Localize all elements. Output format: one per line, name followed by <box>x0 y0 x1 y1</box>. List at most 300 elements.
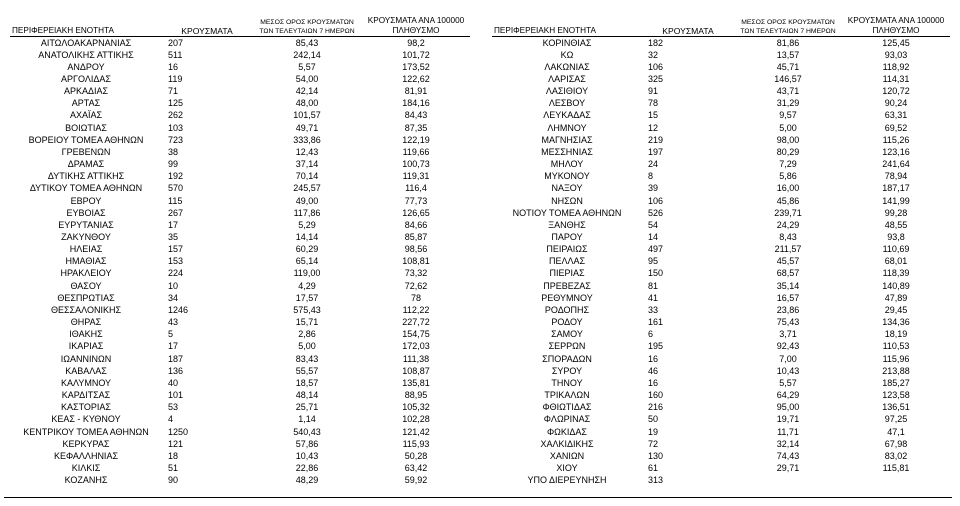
table-row <box>10 340 470 352</box>
cell-region: ΜΗΛΟΥ <box>550 159 584 170</box>
header-avg7 <box>734 10 842 36</box>
cell-rate: 78,94 <box>884 171 908 182</box>
cell-cases: 17 <box>168 219 179 230</box>
cell-region: ΗΡΑΚΛΕΙΟΥ <box>60 268 112 279</box>
cell-cases: 106 <box>648 195 664 206</box>
header-avg7-line1: ΜΕΣΟΣ ΟΡΟΣ ΚΡΟΥΣΜΑΤΩΝ <box>741 18 835 26</box>
cell-cases: 19 <box>648 426 659 437</box>
table-row <box>10 219 470 231</box>
cell-avg7: 5,29 <box>298 219 316 230</box>
header-avg7-line2: ΤΩΝ ΤΕΛΕΥΤΑΙΩΝ 7 ΗΜΕΡΩΝ <box>740 27 836 35</box>
table-row <box>10 401 470 413</box>
cell-cases: 216 <box>648 402 664 413</box>
cell-rate: 47,1 <box>887 426 905 437</box>
cell-avg7: 42,14 <box>295 86 319 97</box>
cell-region: ΛΑΣΙΘΙΟΥ <box>545 86 589 97</box>
cell-cases: 6 <box>648 329 654 340</box>
cell-rate: 115,96 <box>882 353 910 364</box>
cell-cases: 99 <box>168 159 179 170</box>
cell-avg7: 10,43 <box>776 365 800 376</box>
cell-avg7: 74,43 <box>776 450 800 461</box>
header-avg7-line2: ΤΩΝ ΤΕΛΕΥΤΑΙΩΝ 7 ΗΜΕΡΩΝ <box>259 27 355 35</box>
cell-cases: 34 <box>168 292 179 303</box>
cell-region: ΓΡΕΒΕΝΩΝ <box>61 146 111 157</box>
cell-cases: 14 <box>648 232 659 242</box>
cell-region: ΛΑΡΙΣΑΣ <box>548 73 586 84</box>
cell-rate: 122,19 <box>402 134 430 145</box>
cell-cases: 95 <box>648 256 659 267</box>
cell-cases: 526 <box>648 207 664 218</box>
left-data-table <box>10 10 470 486</box>
cell-rate: 100,73 <box>402 159 430 170</box>
cell-avg7: 22,86 <box>295 462 319 473</box>
table-row <box>492 219 950 231</box>
cell-region: ΚΕΦΑΛΛΗΝΙΑΣ <box>53 450 119 461</box>
cell-rate: 98,56 <box>404 244 428 255</box>
left-header-row <box>10 10 470 36</box>
cell-rate: 50,28 <box>404 450 428 461</box>
cell-rate: 187,17 <box>882 183 910 194</box>
table-row <box>10 462 470 474</box>
cell-rate: 116,4 <box>405 183 427 194</box>
cell-cases: 325 <box>648 73 664 84</box>
cell-rate: 73,32 <box>404 268 428 279</box>
cell-region: ΚΑΣΤΟΡΙΑΣ <box>61 402 111 413</box>
table-row <box>492 340 950 352</box>
cell-rate: 136,51 <box>882 402 910 413</box>
cell-region: ΘΕΣΣΑΛΟΝΙΚΗΣ <box>50 304 122 315</box>
cell-rate: 184,16 <box>402 98 430 109</box>
table-row <box>10 122 470 134</box>
cell-region: ΒΟΙΩΤΙΑΣ <box>65 122 107 133</box>
cell-region: ΠΕΙΡΑΙΩΣ <box>546 244 588 255</box>
table-row <box>492 73 950 85</box>
table-row <box>10 328 470 340</box>
cell-region: ΙΚΑΡΙΑΣ <box>68 341 104 352</box>
cell-region: ΧΑΝΙΩΝ <box>549 450 585 461</box>
cell-cases: 1246 <box>168 304 189 315</box>
cell-region: ΗΛΕΙΑΣ <box>69 244 103 255</box>
table-row <box>10 365 470 377</box>
cell-cases: 723 <box>168 134 184 145</box>
cell-cases: 267 <box>168 207 184 218</box>
cell-avg7: 1,14 <box>298 414 316 425</box>
cell-cases: 16 <box>168 61 179 72</box>
cell-region: ΚΑΛΥΜΝΟΥ <box>60 377 112 388</box>
cell-region: ΡΟΔΟΥ <box>551 317 583 328</box>
cell-region: ΚΕΑΣ - ΚΥΘΝΟΥ <box>51 414 121 425</box>
cell-rate: 119,66 <box>402 146 430 157</box>
cell-rate: 135,81 <box>402 377 430 388</box>
cell-region: ΦΛΩΡΙΝΑΣ <box>543 414 591 425</box>
cell-avg7: 49,00 <box>295 195 319 206</box>
cell-rate: 110,53 <box>882 341 910 352</box>
cell-cases: 119 <box>168 73 183 84</box>
cell-avg7: 45,86 <box>776 195 800 206</box>
cell-region: ΚΑΡΔΙΤΣΑΣ <box>61 390 111 401</box>
cell-avg7: 31,29 <box>776 98 800 109</box>
right-table-block <box>492 10 950 486</box>
cell-region: ΚΑΒΑΛΑΣ <box>65 365 107 376</box>
table-row <box>10 280 470 292</box>
cell-avg7: 64,29 <box>776 390 800 401</box>
cell-cases: 197 <box>648 146 664 157</box>
cell-rate: 172,03 <box>402 341 430 352</box>
cell-avg7: 10,43 <box>295 450 319 461</box>
table-row <box>10 158 470 170</box>
cell-region: ΠΡΕΒΕΖΑΣ <box>543 280 591 291</box>
cell-rate: 69,52 <box>884 122 908 133</box>
cell-cases: 33 <box>648 304 659 315</box>
cell-cases: 35 <box>168 232 179 242</box>
table-row <box>10 49 470 61</box>
right-header-row <box>492 10 950 36</box>
cell-cases: 51 <box>168 462 179 473</box>
cell-region: ΤΡΙΚΑΛΩΝ <box>544 390 590 401</box>
cell-cases: 43 <box>168 317 179 328</box>
cell-region: ΔΥΤΙΚΗΣ ΑΤΤΙΚΗΣ <box>47 171 125 182</box>
cell-cases: 12 <box>648 122 659 133</box>
cell-cases: 61 <box>648 462 659 473</box>
cell-avg7: 117,86 <box>293 207 321 218</box>
cell-avg7: 60,29 <box>295 244 319 255</box>
cell-avg7: 17,57 <box>295 292 319 303</box>
cell-cases: 50 <box>648 414 659 425</box>
cell-region: ΥΠΟ ΔΙΕΡΕΥΝΗΣΗ <box>527 475 607 486</box>
cell-avg7: 43,71 <box>776 86 800 97</box>
cell-avg7: 57,86 <box>295 438 319 449</box>
cell-cases: 207 <box>168 37 184 48</box>
cell-rate: 118,92 <box>882 61 910 72</box>
table-row <box>492 304 950 316</box>
cell-cases: 187 <box>168 353 184 364</box>
cell-region: ΚΟΡΙΝΘΙΑΣ <box>542 37 592 48</box>
cell-rate: 115,26 <box>882 134 910 145</box>
cell-rate: 88,95 <box>404 390 428 401</box>
cell-avg7: 49,71 <box>295 122 319 133</box>
cell-cases: 224 <box>168 268 184 279</box>
table-row <box>492 365 950 377</box>
cell-avg7: 16,57 <box>776 292 800 303</box>
cell-avg7: 32,14 <box>776 438 800 449</box>
cell-rate: 114,31 <box>882 73 910 84</box>
cell-cases: 150 <box>648 268 664 279</box>
cell-rate: 68,01 <box>884 256 908 267</box>
table-row <box>492 462 950 474</box>
left-table-body <box>10 36 470 486</box>
cell-cases: 1250 <box>168 426 189 437</box>
cell-region: ΚΟΖΑΝΗΣ <box>64 475 108 486</box>
cell-region: ΖΑΚΥΝΘΟΥ <box>61 232 111 242</box>
cell-region: ΗΜΑΘΙΑΣ <box>65 256 107 267</box>
cell-region: ΦΩΚΙΔΑΣ <box>547 426 587 437</box>
cell-region: ΝΟΤΙΟΥ ΤΟΜΕΑ ΑΘΗΝΩΝ <box>512 207 622 218</box>
cell-rate: 98,2 <box>407 37 425 48</box>
cell-region: ΕΥΒΟΙΑΣ <box>66 207 106 218</box>
table-row <box>492 389 950 401</box>
header-rate <box>842 10 950 36</box>
cell-cases: 17 <box>168 341 179 352</box>
table-row <box>10 170 470 182</box>
cell-avg7: 35,14 <box>776 280 800 291</box>
cell-rate: 123,58 <box>882 390 910 401</box>
cell-avg7: 37,14 <box>295 159 319 170</box>
cell-rate: 213,88 <box>882 365 910 376</box>
cell-rate: 108,81 <box>402 256 430 267</box>
cell-rate: 84,43 <box>404 110 428 121</box>
table-row <box>492 85 950 97</box>
cell-rate: 87,35 <box>404 122 428 133</box>
cell-rate: 85,87 <box>404 232 428 242</box>
cell-avg7: 333,86 <box>293 134 321 145</box>
cell-region: ΘΕΣΠΡΩΤΙΑΣ <box>57 292 115 303</box>
cell-region: ΜΑΓΝΗΣΙΑΣ <box>541 134 593 145</box>
cell-cases: 71 <box>168 86 179 97</box>
cell-avg7: 7,29 <box>779 159 797 170</box>
cell-avg7: 81,86 <box>776 37 800 48</box>
cell-rate: 67,98 <box>884 438 908 449</box>
cell-region: ΣΕΡΡΩΝ <box>548 341 586 352</box>
cell-cases: 570 <box>168 183 184 194</box>
cell-avg7: 211,57 <box>774 244 802 255</box>
cell-rate: 78 <box>410 292 421 303</box>
cell-region: ΑΙΤΩΛΟΑΚΑΡΝΑΝΙΑΣ <box>40 37 132 48</box>
header-rate-line1: ΚΡΟΥΣΜΑΤΑ ΑΝΑ 100000 <box>847 15 945 25</box>
table-row <box>10 292 470 304</box>
cell-cases: 262 <box>168 110 184 121</box>
cell-rate: 112,22 <box>402 304 430 315</box>
cell-avg7: 8,43 <box>779 232 797 242</box>
cell-cases: 157 <box>168 244 184 255</box>
cell-rate: 110,69 <box>882 244 910 255</box>
cell-avg7: 11,71 <box>777 426 799 437</box>
cell-rate: 48,55 <box>884 219 908 230</box>
cell-cases: 90 <box>168 475 179 486</box>
cell-region: ΣΥΡΟΥ <box>551 365 583 376</box>
table-row <box>10 255 470 267</box>
cell-avg7: 119,00 <box>293 268 321 279</box>
cell-cases: 8 <box>648 171 654 182</box>
cell-rate: 77,73 <box>404 195 428 206</box>
cell-rate: 126,65 <box>402 207 430 218</box>
cell-rate: 29,45 <box>884 304 908 315</box>
cell-rate: 154,75 <box>402 329 430 340</box>
table-row <box>10 474 470 486</box>
table-row <box>492 158 950 170</box>
cell-rate: 121,42 <box>402 426 430 437</box>
table-row <box>10 73 470 85</box>
table-row <box>492 207 950 219</box>
cell-region: ΠΙΕΡΙΑΣ <box>549 268 585 279</box>
header-rate-line1: ΚΡΟΥΣΜΑΤΑ ΑΝΑ 100000 <box>367 15 465 25</box>
table-row <box>492 353 950 365</box>
cell-avg7: 14,14 <box>295 232 319 242</box>
cell-cases: 125 <box>168 98 184 109</box>
cell-region: ΚΩ <box>560 49 574 60</box>
table-row <box>10 267 470 279</box>
cell-avg7: 146,57 <box>774 73 802 84</box>
cell-avg7: 92,43 <box>776 341 800 352</box>
cell-cases: 121 <box>168 438 184 449</box>
cell-avg7: 5,57 <box>779 377 797 388</box>
cell-rate: 93,03 <box>884 49 908 60</box>
header-rate-line2: ΠΛΗΘΥΣΜΟ <box>392 25 440 35</box>
cell-rate: 90,24 <box>884 98 908 109</box>
cell-region: ΚΙΛΚΙΣ <box>71 462 101 473</box>
table-row <box>492 328 950 340</box>
table-row <box>10 146 470 158</box>
table-row <box>10 97 470 109</box>
cell-region: ΡΟΔΟΠΗΣ <box>544 304 590 315</box>
table-row <box>10 316 470 328</box>
table-row <box>492 170 950 182</box>
cell-avg7: 45,57 <box>776 256 800 267</box>
header-rate <box>362 10 470 36</box>
cell-avg7: 25,71 <box>295 402 319 413</box>
cell-region: ΑΡΓΟΛΙΔΑΣ <box>61 73 111 84</box>
table-row <box>10 389 470 401</box>
right-data-table <box>492 10 950 486</box>
table-row <box>10 450 470 462</box>
cell-rate: 83,02 <box>884 450 908 461</box>
cell-rate <box>842 474 950 486</box>
cell-cases: 54 <box>648 219 659 230</box>
cell-cases: 38 <box>168 146 179 157</box>
cell-region: ΔΥΤΙΚΟΥ ΤΟΜΕΑ ΑΘΗΝΩΝ <box>29 183 143 194</box>
cell-rate: 63,42 <box>404 462 428 473</box>
cell-avg7: 242,14 <box>293 49 321 60</box>
cell-region: ΛΗΜΝΟΥ <box>547 122 587 133</box>
cell-rate: 140,89 <box>882 280 910 291</box>
cell-cases: 78 <box>648 98 659 109</box>
cell-cases: 72 <box>648 438 659 449</box>
cell-region: ΘΑΣΟΥ <box>70 280 102 291</box>
cell-cases: 18 <box>168 450 179 461</box>
cell-cases: 16 <box>648 377 659 388</box>
cell-avg7: 48,14 <box>295 390 319 401</box>
cell-rate: 241,64 <box>882 159 910 170</box>
cell-rate: 102,28 <box>402 414 430 425</box>
table-row <box>492 146 950 158</box>
bottom-rule <box>4 497 952 498</box>
cell-rate: 101,72 <box>402 49 430 60</box>
cell-region: ΚΕΝΤΡΙΚΟΥ ΤΟΜΕΑ ΑΘΗΝΩΝ <box>23 426 149 437</box>
cell-region: ΑΡΤΑΣ <box>71 98 101 109</box>
cell-avg7: 55,57 <box>295 365 319 376</box>
header-region: ΠΕΡΙΦΕΡΕΙΑΚΗ ΕΝΟΤΗΤΑ <box>494 25 596 35</box>
cell-cases: 106 <box>648 61 664 72</box>
cell-cases: 313 <box>648 475 664 486</box>
cell-region: ΑΝΑΤΟΛΙΚΗΣ ΑΤΤΙΚΗΣ <box>38 49 134 60</box>
cell-cases: 160 <box>648 390 664 401</box>
header-avg7-line1: ΜΕΣΟΣ ΟΡΟΣ ΚΡΟΥΣΜΑΤΩΝ <box>260 18 354 26</box>
table-row <box>492 122 950 134</box>
cell-avg7: 68,57 <box>776 268 800 279</box>
table-row <box>492 280 950 292</box>
cell-avg7: 65,14 <box>295 256 319 267</box>
cell-rate: 123,16 <box>882 146 910 157</box>
cell-cases: 101 <box>168 390 184 401</box>
cell-rate: 81,91 <box>404 86 428 97</box>
cell-region: ΙΘΑΚΗΣ <box>69 329 103 340</box>
cell-region: ΦΘΙΩΤΙΔΑΣ <box>542 402 592 413</box>
cell-cases: 136 <box>168 365 184 376</box>
table-row <box>492 474 950 486</box>
table-row <box>10 377 470 389</box>
cell-avg7: 70,14 <box>295 171 319 182</box>
cell-cases: 16 <box>648 353 659 364</box>
table-row <box>492 182 950 194</box>
cell-region: ΜΥΚΟΝΟΥ <box>544 171 590 182</box>
cell-rate: 118,39 <box>882 268 910 279</box>
cell-avg7: 98,00 <box>776 134 800 145</box>
cell-cases: 497 <box>648 244 664 255</box>
cell-avg7: 19,71 <box>776 414 800 425</box>
table-row <box>10 426 470 438</box>
cell-rate: 18,19 <box>884 329 908 340</box>
cell-cases: 182 <box>648 37 664 48</box>
table-row <box>492 243 950 255</box>
cell-region: ΠΕΛΛΑΣ <box>548 256 586 267</box>
cell-rate: 115,93 <box>402 438 430 449</box>
cell-region: ΡΕΘΥΜΝΟΥ <box>541 292 593 303</box>
cell-rate: 105,32 <box>402 402 430 413</box>
cell-cases: 53 <box>168 402 179 413</box>
table-row <box>10 207 470 219</box>
cell-region: ΛΑΚΩΝΙΑΣ <box>544 61 590 72</box>
header-cases: ΚΡΟΥΣΜΑΤΑ <box>662 25 714 36</box>
cell-avg7: 3,71 <box>779 329 797 340</box>
table-row <box>10 134 470 146</box>
cell-cases: 39 <box>648 183 659 194</box>
cell-region: ΧΑΛΚΙΔΙΚΗΣ <box>540 438 594 449</box>
cell-avg7: 29,71 <box>776 462 800 473</box>
cell-region: ΠΑΡΟΥ <box>551 232 583 242</box>
cell-cases: 219 <box>648 134 664 145</box>
table-row <box>492 292 950 304</box>
cell-region: ΒΟΡΕΙΟΥ ΤΟΜΕΑ ΑΘΗΝΩΝ <box>28 134 144 145</box>
table-row <box>10 109 470 121</box>
table-row <box>492 377 950 389</box>
table-row <box>10 304 470 316</box>
header-region: ΠΕΡΙΦΕΡΕΙΑΚΗ ΕΝΟΤΗΤΑ <box>12 25 114 35</box>
cell-rate: 173,52 <box>402 61 430 72</box>
cell-region: ΤΗΝΟΥ <box>551 377 583 388</box>
cell-cases: 91 <box>648 86 659 97</box>
cell-avg7: 575,43 <box>293 304 321 315</box>
cell-region: ΑΡΚΑΔΙΑΣ <box>63 86 109 97</box>
cell-cases: 153 <box>168 256 184 267</box>
cell-cases: 10 <box>168 280 179 291</box>
cell-region: ΚΕΡΚΥΡΑΣ <box>62 438 110 449</box>
cell-avg7: 2,86 <box>298 329 316 340</box>
table-row <box>10 353 470 365</box>
cell-rate: 97,25 <box>884 414 908 425</box>
left-table-block <box>10 10 470 486</box>
table-row <box>492 316 950 328</box>
cell-cases: 511 <box>168 49 183 60</box>
cell-region: ΜΕΣΣΗΝΙΑΣ <box>541 146 593 157</box>
table-row <box>10 231 470 243</box>
cell-region: ΑΧΑΪΑΣ <box>69 110 103 121</box>
cell-avg7: 4,29 <box>298 280 316 291</box>
table-row <box>492 49 950 61</box>
cell-avg7: 18,57 <box>295 377 319 388</box>
cell-region: ΛΕΣΒΟΥ <box>548 98 586 109</box>
cell-region: ΧΙΟΥ <box>556 462 578 473</box>
cell-cases: 161 <box>648 317 664 328</box>
table-row <box>492 267 950 279</box>
